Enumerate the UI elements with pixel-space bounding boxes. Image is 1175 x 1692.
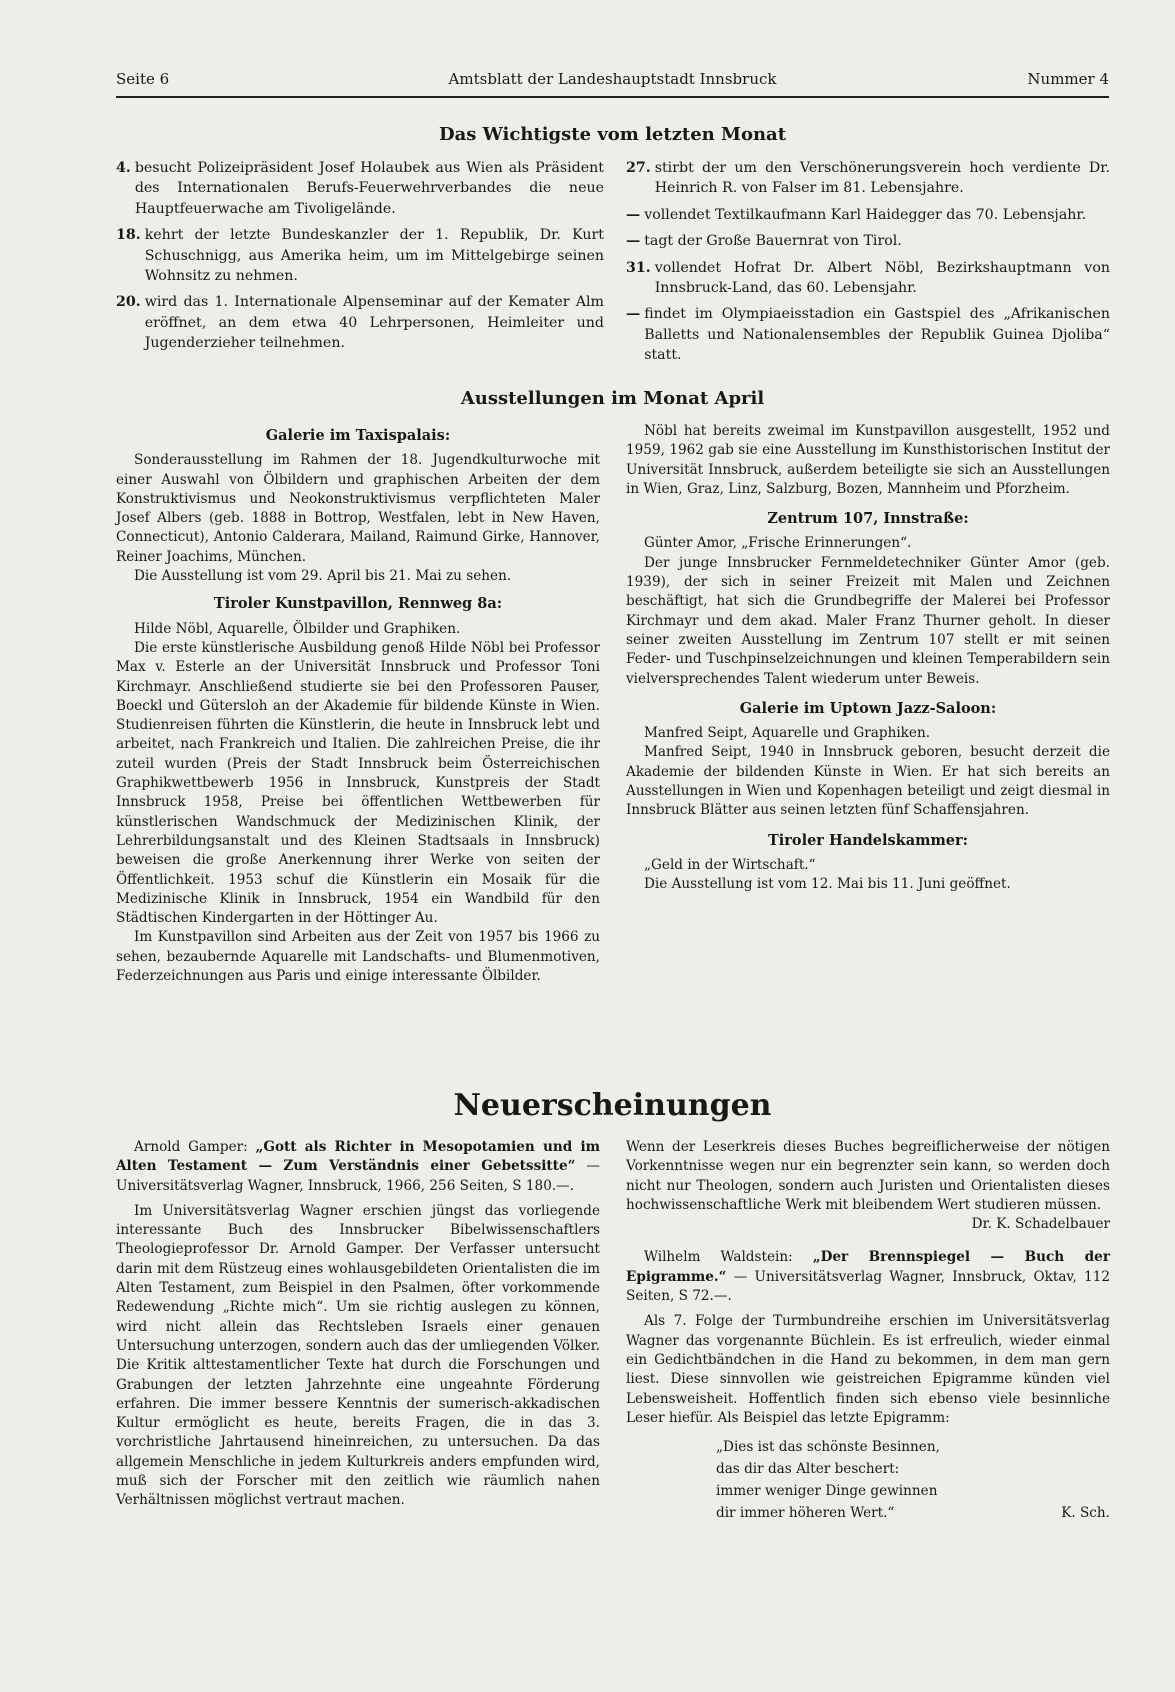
book-title: „Der Brennspiegel — Buch der Epigramme.“ [626,1249,1110,1285]
section-title-wichtigste: Das Wichtigste vom letzten Monat [438,124,787,145]
paragraph: Nöbl hat bereits zweimal im Kunstpavillon ausgestellt, 1952 und 1959, 1962 gab sie eine Ausstellung im Kunsthistorischen Institut der Universität Innsbruck, außerdem beteiligte sie sich an Ausstellungen in Wien, Graz, Linz, Salzburg, Bozen, Mannheim und Pforzheim. [626,423,1110,497]
ausstellungen-left-column [116,422,600,986]
book-citation [626,1248,1110,1306]
epigram-line: „Dies ist das schönste Besinnen, [716,1439,940,1456]
paragraph: Hilde Nöbl, Aquarelle, Ölbilder und Graphiken. [134,620,461,637]
paragraph: Manfred Seipt, 1940 in Innsbruck geboren, besucht derzeit die Akademie der bildenden Künste in Wien. Er hat sich bereits an Ausstellungen in Wien und Kopenhagen beteiligt und zeigt diesmal in Innsbruck Blätter aus seinen letzten fünf Schaffensjahren. [626,744,1110,819]
running-header [116,66,1109,98]
review-paragraph: Im Universitätsverlag Wagner erschien jüngst das vorliegende interessante Buch des Innsbrucker Bibelwissenschaftlers Theologieprofessor Dr. Arnold Gamper. Der Verfasser untersucht darin mit dem Rüstzeug eines wohlausgebildeten Orientalisten die im Alten Testament, zum Beispiel in den Psalmen, öfter vorkommende Redewendung „Richte mich“. Um sie richtig auslegen zu können, wird nicht allein das Rechtsleben Israels einer genauen Untersuchung unterzogen, sondern auch das der umliegenden Völker. Die Kritik alttestamentlicher Texte hat durch die Forschungen und Grabungen der letzten Jahrzehnte eine ungeahnte Förderung erfahren. Die immer bessere Kenntnis der sumerisch-akkadischen Kultur ermöglicht es heute, bereits Fragen, die in das 3. vorchristliche Jahrtausend hineinreichen, zu untersuchen. Da das allgemein Menschliche in jedem Kulturkreis anders empfunden wird, muß sich der Forscher mit den zeitlich wie räumlich nahen Verhältnissen möglichst vertraut machen. [116,1202,600,1509]
paragraph: Günter Amor, „Frische Erinnerungen“. [644,535,912,552]
epigram [716,1436,1110,1524]
epigram-line: immer weniger Dinge gewinnen [716,1483,938,1500]
paragraph: Die Ausstellung ist vom 12. Mai bis 11. Juni geöffnet. [644,876,1011,893]
epigram-line: dir immer höheren Wert.“ [716,1505,895,1522]
book-author: Arnold Gamper: [134,1139,256,1155]
gallery-heading-handelskammer: Tiroler Handelskammer: [767,831,969,849]
paragraph: Die Ausstellung ist vom 29. April bis 21. Mai zu sehen. [134,568,512,585]
paragraph: Sonderausstellung im Rahmen der 18. Jugendkulturwoche mit einer Auswahl von Ölbildern und graphischen Arbeiten der dem Konstruktivismus und Neokonstruktivismus verpflichteten Maler Josef Albers (geb. 1888 in Bottrop, Westfalen, lebt in New Haven, Connecticut), Antonio Calderara, Mailand, Raimund Girke, Hannover, Reiner Joachims, München. [116,452,600,565]
wichtigste-left-column [116,158,604,360]
book-title: „Gott als Richter in Mesopotamien und im Alten Testament — Zum Verständnis einer Gebetssitte“ [116,1139,600,1175]
entry-text: stirbt der um den Verschönerungsverein hoch verdiente Dr. Heinrich R. von Falser im 81. Lebensjahre. [654,160,1110,197]
entry-text: vollendet Hofrat Dr. Albert Nöbl, Bezirkshauptmann von Innsbruck-Land, das 60. Lebensjahr. [654,259,1110,297]
entry-text: tagt der Große Bauernrat von Tirol. [644,233,902,250]
paragraph: Der junge Innsbrucker Fernmeldetechniker Günter Amor (geb. 1939), der sich in seiner Freizeit mit Malen und Zeichnen beschäftigt, hat sich die Grundbegriffe der Malerei bei Professor Kirchmayr und dem akad. Maler Franz Thurner geholt. In dieser seiner zweiten Ausstellung im Zentrum 107 stellt er mit seinen Feder- und Tuschpinselzeichnungen und kleinen Temperabildern sein vielversprechendes Talent wiederum unter Beweis. [626,554,1110,687]
entry-date: 4. [116,160,131,176]
epigram-last-row [716,1502,1110,1524]
book-publisher: — Universitätsverlag Wagner, Innsbruck, 1966, 256 Seiten, S 180.—. [116,1158,600,1194]
entry-date: — [626,306,641,323]
review-signature: Dr. K. Schadelbauer [971,1216,1110,1233]
chronicle-entry [116,292,604,353]
book-publisher: — Universitätsverlag Wagner, Innsbruck, Oktav, 112 Seiten, S 72.—. [626,1268,1110,1305]
chronicle-entry [116,158,604,219]
paragraph: Manfred Seipt, Aquarelle und Graphiken. [644,725,931,742]
paragraph: „Geld in der Wirtschaft.“ [644,856,816,873]
entry-text: kehrt der letzte Bundeskanzler der 1. Republik, Dr. Kurt Schuschnigg, aus Amerika heim, um im Mittelgebirge seinen Wohnsitz zu nehmen. [144,227,604,285]
gallery-heading-zentrum: Zentrum 107, Innstraße: [767,510,969,528]
chronicle-entry [626,304,1110,365]
entry-text: vollendet Textilkaufmann Karl Haidegger das 70. Lebensjahr. [644,206,1087,223]
entry-text: wird das 1. Internationale Alpenseminar auf der Kemater Alm eröffnet, an dem etwa 40 Lehrpersonen, Heimleiter und Jugenderzieher teilnehmen. [144,294,604,352]
review-paragraph: Wenn der Leserkreis dieses Buches begreiflicherweise der nötigen Vorkenntnisse wegen nur ein begrenzter sein kann, so werden doch nicht nur Theologen, sondern auch Juristen und Orientalisten dieses hochwissenschaftliche Werk mit bleibendem Wert studieren müssen. [626,1139,1110,1213]
section-title-ausstellungen: Ausstellungen im Monat April [460,388,765,409]
wichtigste-right-column [626,158,1110,372]
chronicle-entry [116,225,604,286]
entry-date: — [626,206,641,223]
entry-date: — [626,233,641,250]
gallery-heading-kunstpavillon: Tiroler Kunstpavillon, Rennweg 8a: [213,595,503,613]
chronicle-entry [626,231,1110,251]
entry-text: besucht Polizeipräsident Josef Holaubek aus Wien als Präsident des Internationalen Berufs-Feuerwehrverbandes die neue Hauptfeuerwache am Tivoligelände. [134,160,604,217]
ausstellungen-right-column [626,422,1110,895]
book-citation [116,1138,600,1196]
neuerscheinungen-left-column [116,1138,600,1511]
entry-date: 27. [626,160,651,176]
epigram-line: das dir das Alter beschert: [716,1461,900,1478]
chronicle-entry [626,258,1110,299]
section-title-neuerscheinungen: Neuerscheinungen [453,1088,772,1123]
neuerscheinungen-right-column [626,1138,1110,1524]
paragraph: Die erste künstlerische Ausbildung genoß Hilde Nöbl bei Professor Max v. Esterle an der Universität Innsbruck und Professor Toni Kirchmayr. Anschließend studierte sie bei den Professoren Pauser, Boeckl und Gütersloh an der Akademie für bildende Künste in Wien. Studienreisen führten die Künstlerin, die heute in Innsbruck lebt und arbeitet, nach Frankreich und Italien. Die zahlreichen Preise, die ihr zuteil wurden (Preis der Stadt Innsbruck beim Österreichischen Graphikwettbewerb 1956 in Innsbruck, Kunstpreis der Stadt Innsbruck 1958, Preise bei öffentlichen Wettbewerben für künstlerischen Wandschmuck der Medizinischen Klinik, der Lehrerbildungsanstalt und des Kleinen Stadtsaals in Innsbruck) beweisen die große Anerkennung ihrer Werke von seiten der Öffentlichkeit. 1953 schuf die Künstlerin ein Mosaik für die Medizinische Klinik in Innsbruck, 1954 ein Wandbild für den Städtischen Kindergarten in der Höttinger Au. [116,639,600,927]
chronicle-entry [626,205,1110,225]
entry-date: 31. [626,259,651,276]
gallery-heading-uptown: Galerie im Uptown Jazz-Saloon: [739,699,997,717]
chronicle-entry [626,158,1110,199]
review-signature: K. Sch. [1061,1505,1110,1522]
review-paragraph: Als 7. Folge der Turmbundreihe erschien im Universitätsverlag Wagner das vorgenannte Büchlein. Es ist erfreulich, wieder einmal ein Gedichtbändchen in die Hand zu bekommen, in dem man gern liest. Diese sinnvollen wie geistreichen Epigramme künden viel Lebensweisheit. Hoffentlich finden sich ebenso viele besinnliche Leser hiefür. Als Beispiel das letzte Epigramm: [626,1313,1110,1426]
paragraph: Im Kunstpavillon sind Arbeiten aus der Zeit von 1957 bis 1966 zu sehen, bezaubernde Aquarelle mit Landschafts- und Blumenmotiven, Federzeichnungen aus Paris und einige interessante Ölbilder. [116,929,600,985]
book-author: Wilhelm Waldstein: [644,1249,813,1266]
entry-date: 18. [116,227,141,244]
page-number: Seite 6 [116,70,170,88]
gallery-heading-taxis: Galerie im Taxispalais: [265,427,451,444]
publication-title: Amtsblatt der Landeshauptstadt Innsbruck [448,70,777,88]
entry-date: 20. [116,294,141,311]
issue-number: Nummer 4 [1027,70,1109,88]
entry-text: findet im Olympiaeisstadion ein Gastspiel des „Afrikanischen Balletts und Nationalensembles der Republik Guinea Djoliba“ statt. [644,306,1110,364]
